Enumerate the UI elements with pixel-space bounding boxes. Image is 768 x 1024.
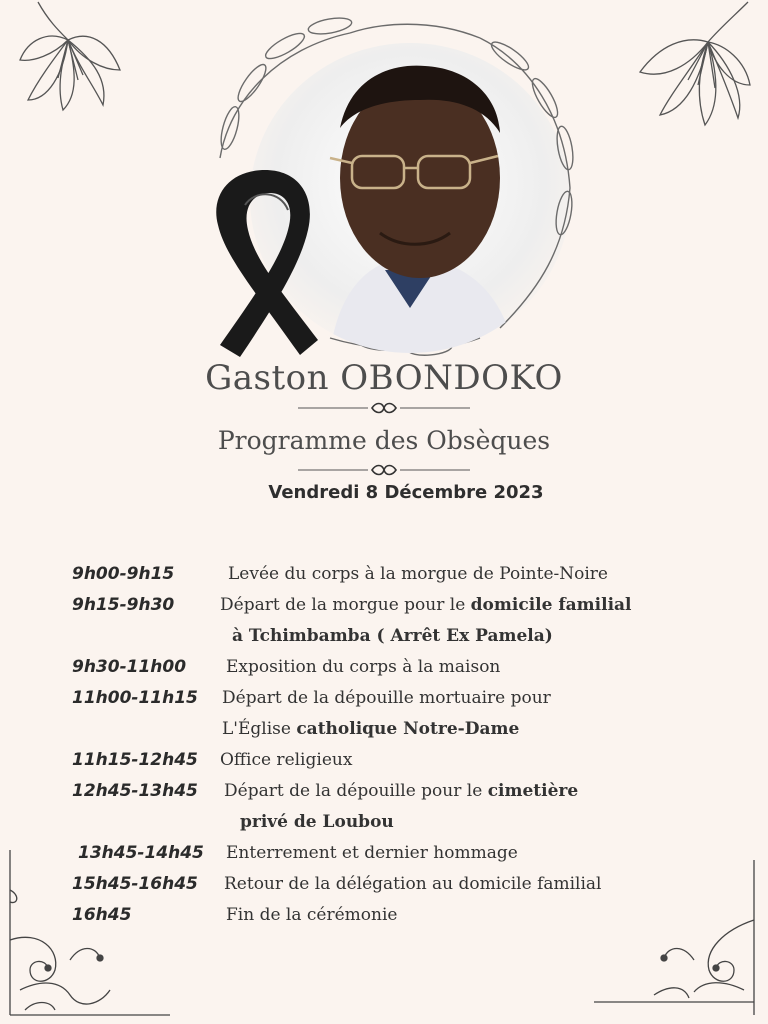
schedule-description: Levée du corps à la morgue de Pointe-Noire	[228, 564, 608, 584]
ornament-divider-icon	[298, 400, 470, 416]
program-date: Vendredi 8 Décembre 2023	[268, 482, 544, 503]
lily-flower-icon	[630, 0, 760, 140]
schedule-description-continued: L'Église catholique Notre-Dame	[222, 719, 520, 739]
schedule-time: 9h15-9h30	[72, 595, 175, 615]
schedule-time: 11h00-11h15	[72, 688, 198, 708]
corner-flourish-icon	[0, 850, 175, 1024]
schedule-time: 13h45-14h45	[78, 843, 204, 863]
schedule-description-continued: à Tchimbamba ( Arrêt Ex Pamela)	[232, 626, 553, 646]
schedule-description: Enterrement et dernier hommage	[226, 843, 518, 863]
corner-flourish-icon	[594, 850, 768, 1024]
mourning-ribbon-icon	[200, 165, 330, 360]
schedule-description: Exposition du corps à la maison	[226, 657, 501, 677]
lily-flower-icon	[8, 0, 138, 130]
schedule-description: Départ de la morgue pour le domicile familial	[220, 595, 632, 615]
ornament-divider-icon	[298, 462, 470, 478]
schedule-description: Départ de la dépouille mortuaire pour	[222, 688, 551, 708]
schedule-time: 12h45-13h45	[72, 781, 198, 801]
schedule-time: 9h00-9h15	[72, 564, 175, 584]
schedule-description: Fin de la cérémonie	[226, 905, 398, 925]
schedule-description-continued: privé de Loubou	[240, 812, 394, 832]
schedule-time: 15h45-16h45	[72, 874, 198, 894]
deceased-name: Gaston OBONDOKO	[205, 358, 563, 398]
schedule-description: Retour de la délégation au domicile familial	[224, 874, 602, 894]
schedule-description: Office religieux	[220, 750, 353, 770]
program-title: Programme des Obsèques	[217, 426, 551, 455]
schedule-time: 11h15-12h45	[72, 750, 198, 770]
schedule-description: Départ de la dépouille pour le cimetière	[224, 781, 579, 801]
schedule-time: 9h30-11h00	[72, 657, 187, 677]
schedule-time: 16h45	[72, 905, 132, 925]
